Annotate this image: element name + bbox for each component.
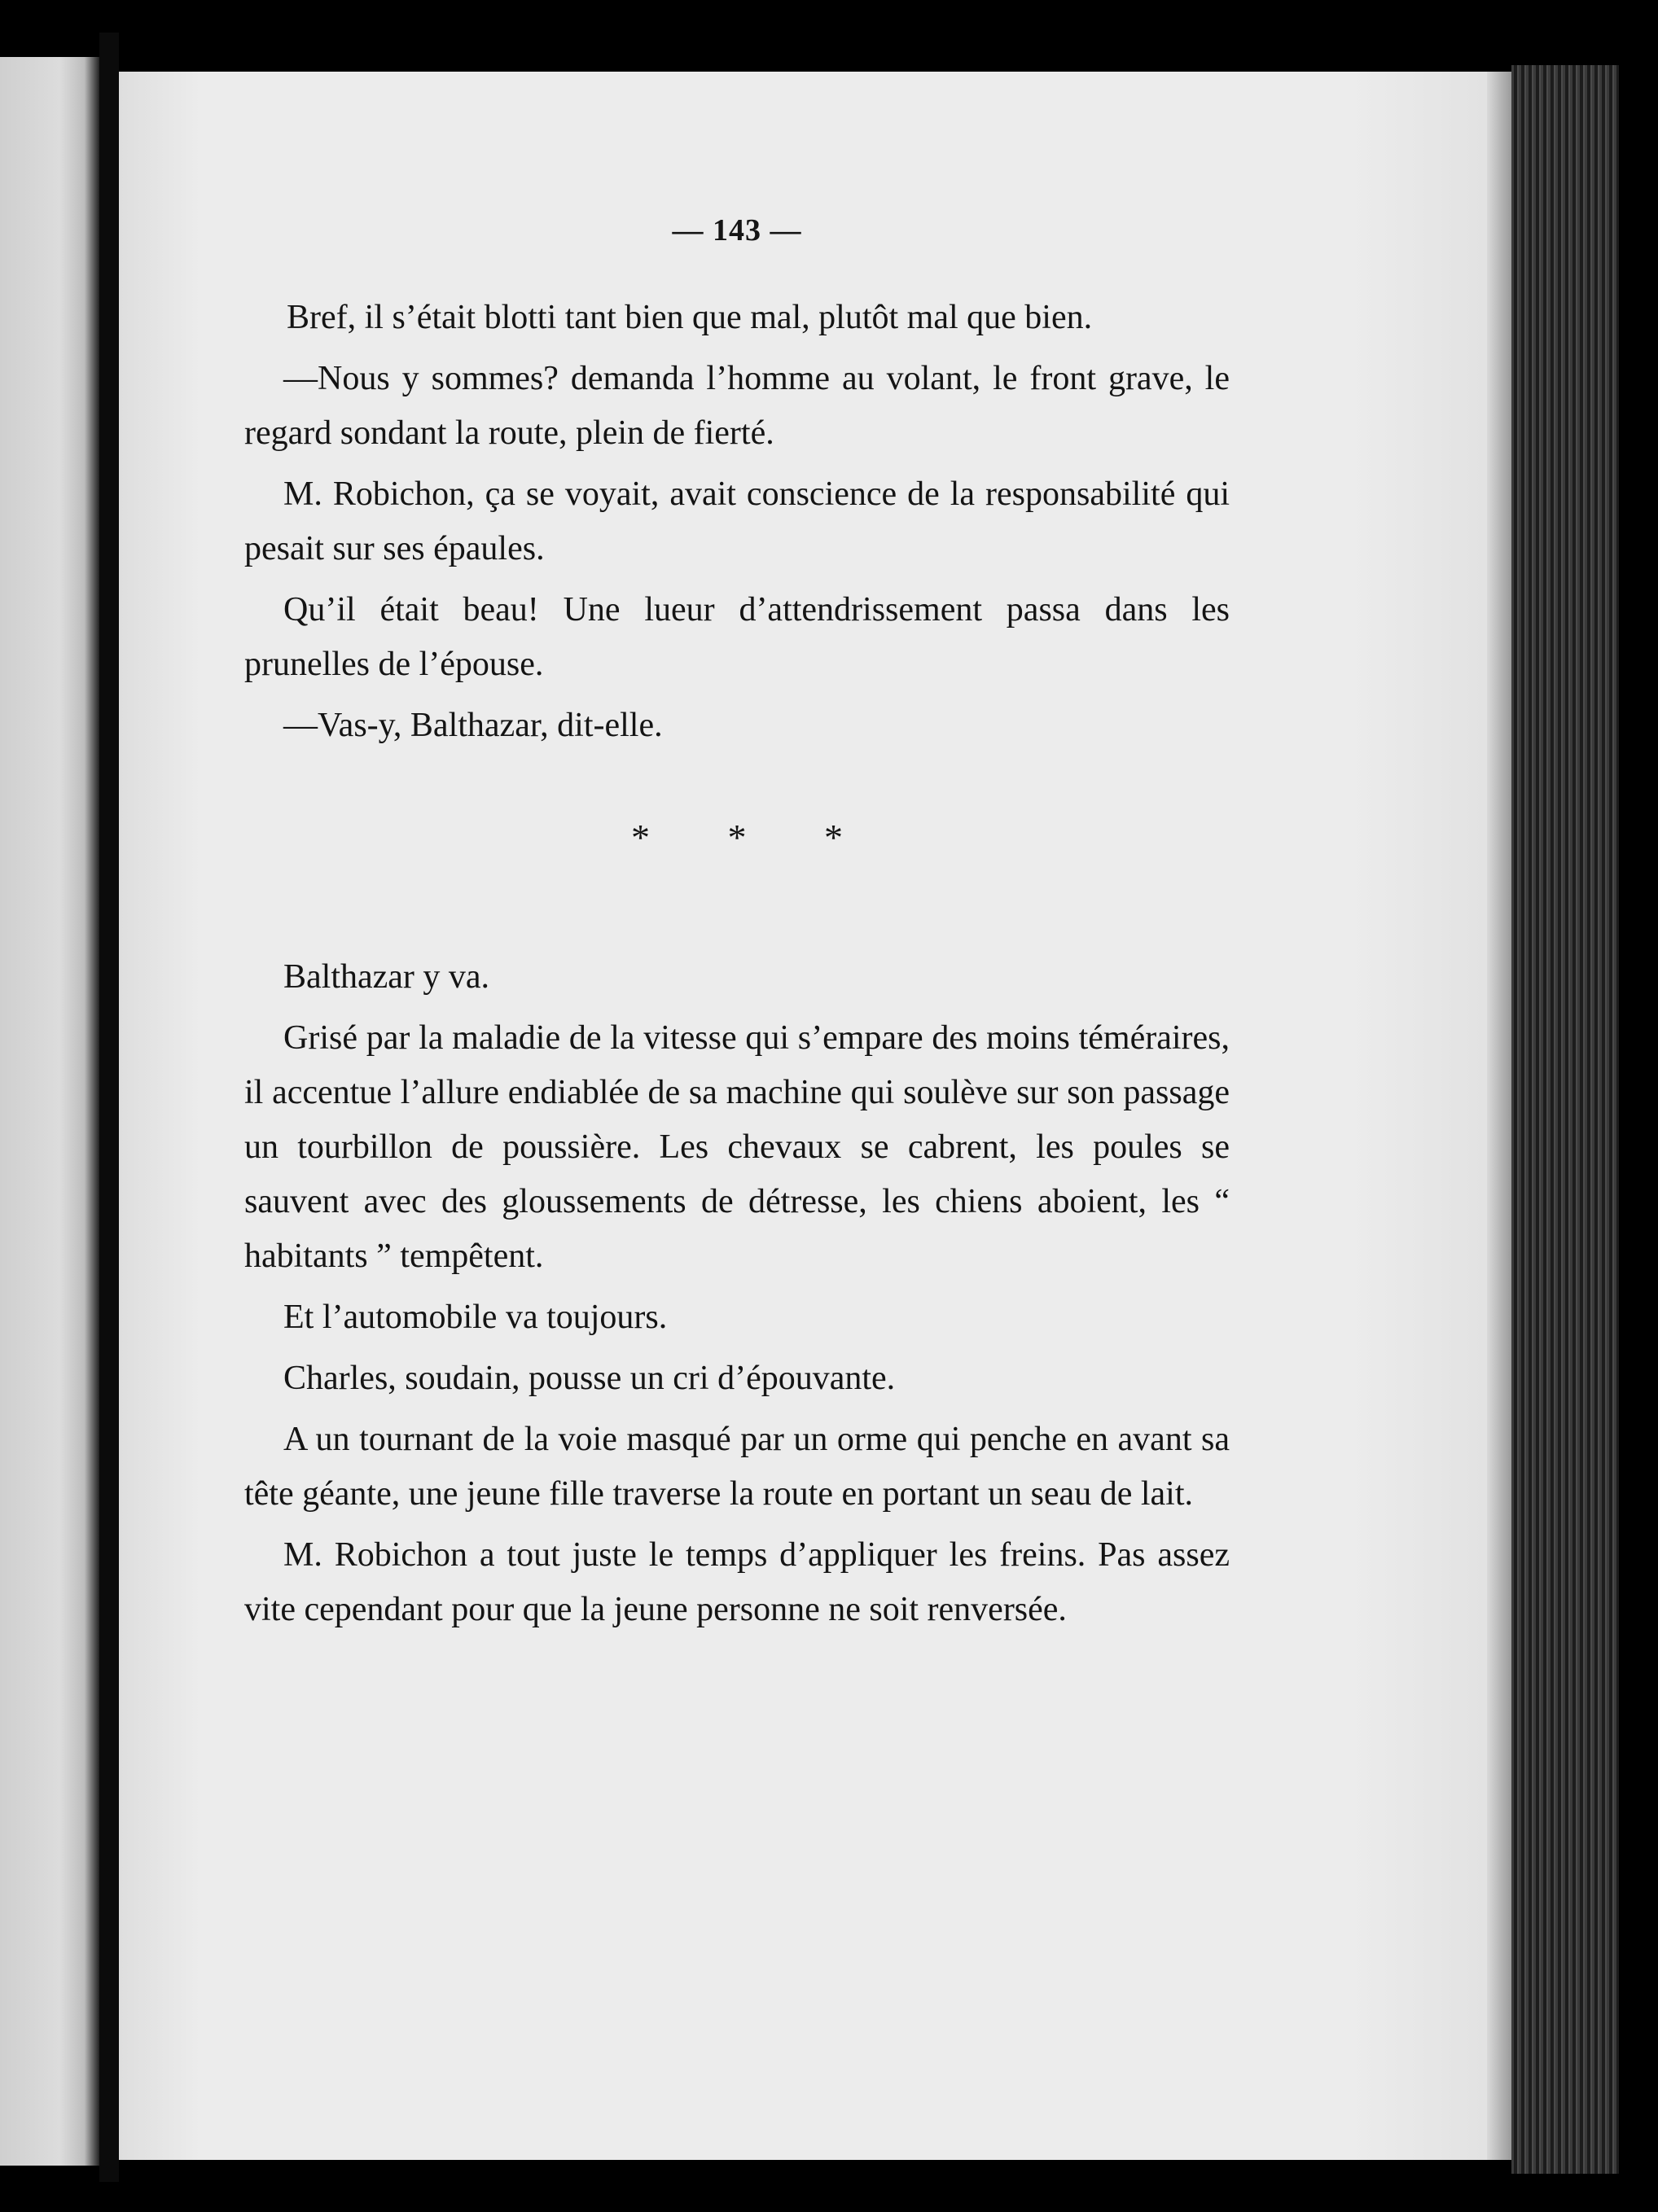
page-number: — 143 — [672, 213, 802, 247]
paragraph: M. Robichon a tout juste le temps d’appliquer les freins. Pas assez vite cependant pour que la jeune personne ne soit renversée. [244, 1536, 1230, 1628]
paragraph: M. Robichon, ça se voyait, avait conscience de la responsabilité qui pesait sur ses épaules. [244, 475, 1230, 567]
page-edge-shadow [1487, 72, 1511, 2160]
paragraph: Balthazar y va. [283, 958, 490, 996]
paragraph: Et l’automobile va toujours. [283, 1299, 668, 1336]
section-separator: * * * [631, 817, 877, 858]
scan-border [1619, 49, 1658, 2190]
paragraph: Bref, il s’était blotti tant bien que mal, plutôt mal que bien. [287, 299, 1093, 336]
paragraph: Qu’il était beau! Une lueur d’attendrissement passa dans les prunelles de l’épouse. [244, 591, 1230, 683]
paragraph: A un tournant de la voie masqué par un orme qui penche en avant sa tête géante, une jeune fille traverse la route en portant un seau de lait. [244, 1421, 1230, 1513]
book-gutter [99, 33, 119, 2182]
page-text [244, 204, 1230, 1644]
paragraph: Grisé par la maladie de la vitesse qui s’empare des moins téméraires, il accentue l’allure endiablée de sa machine qui soulève sur son passage un tourbillon de poussière. Les chevaux se cabrent, les poules se sauvent avec des gloussements de détresse, les chiens aboient, les “ habitants ” tempêtent. [244, 1019, 1230, 1275]
paragraph: —Vas-y, Balthazar, dit-elle. [283, 707, 663, 744]
left-page-edge [0, 57, 99, 2166]
book-spine [1511, 65, 1619, 2174]
paragraph: Charles, soudain, pousse un cri d’épouvante. [283, 1360, 896, 1397]
paragraph: —Nous y sommes? demanda l’homme au volant, le front grave, le regard sondant la route, plein de fierté. [244, 360, 1230, 452]
